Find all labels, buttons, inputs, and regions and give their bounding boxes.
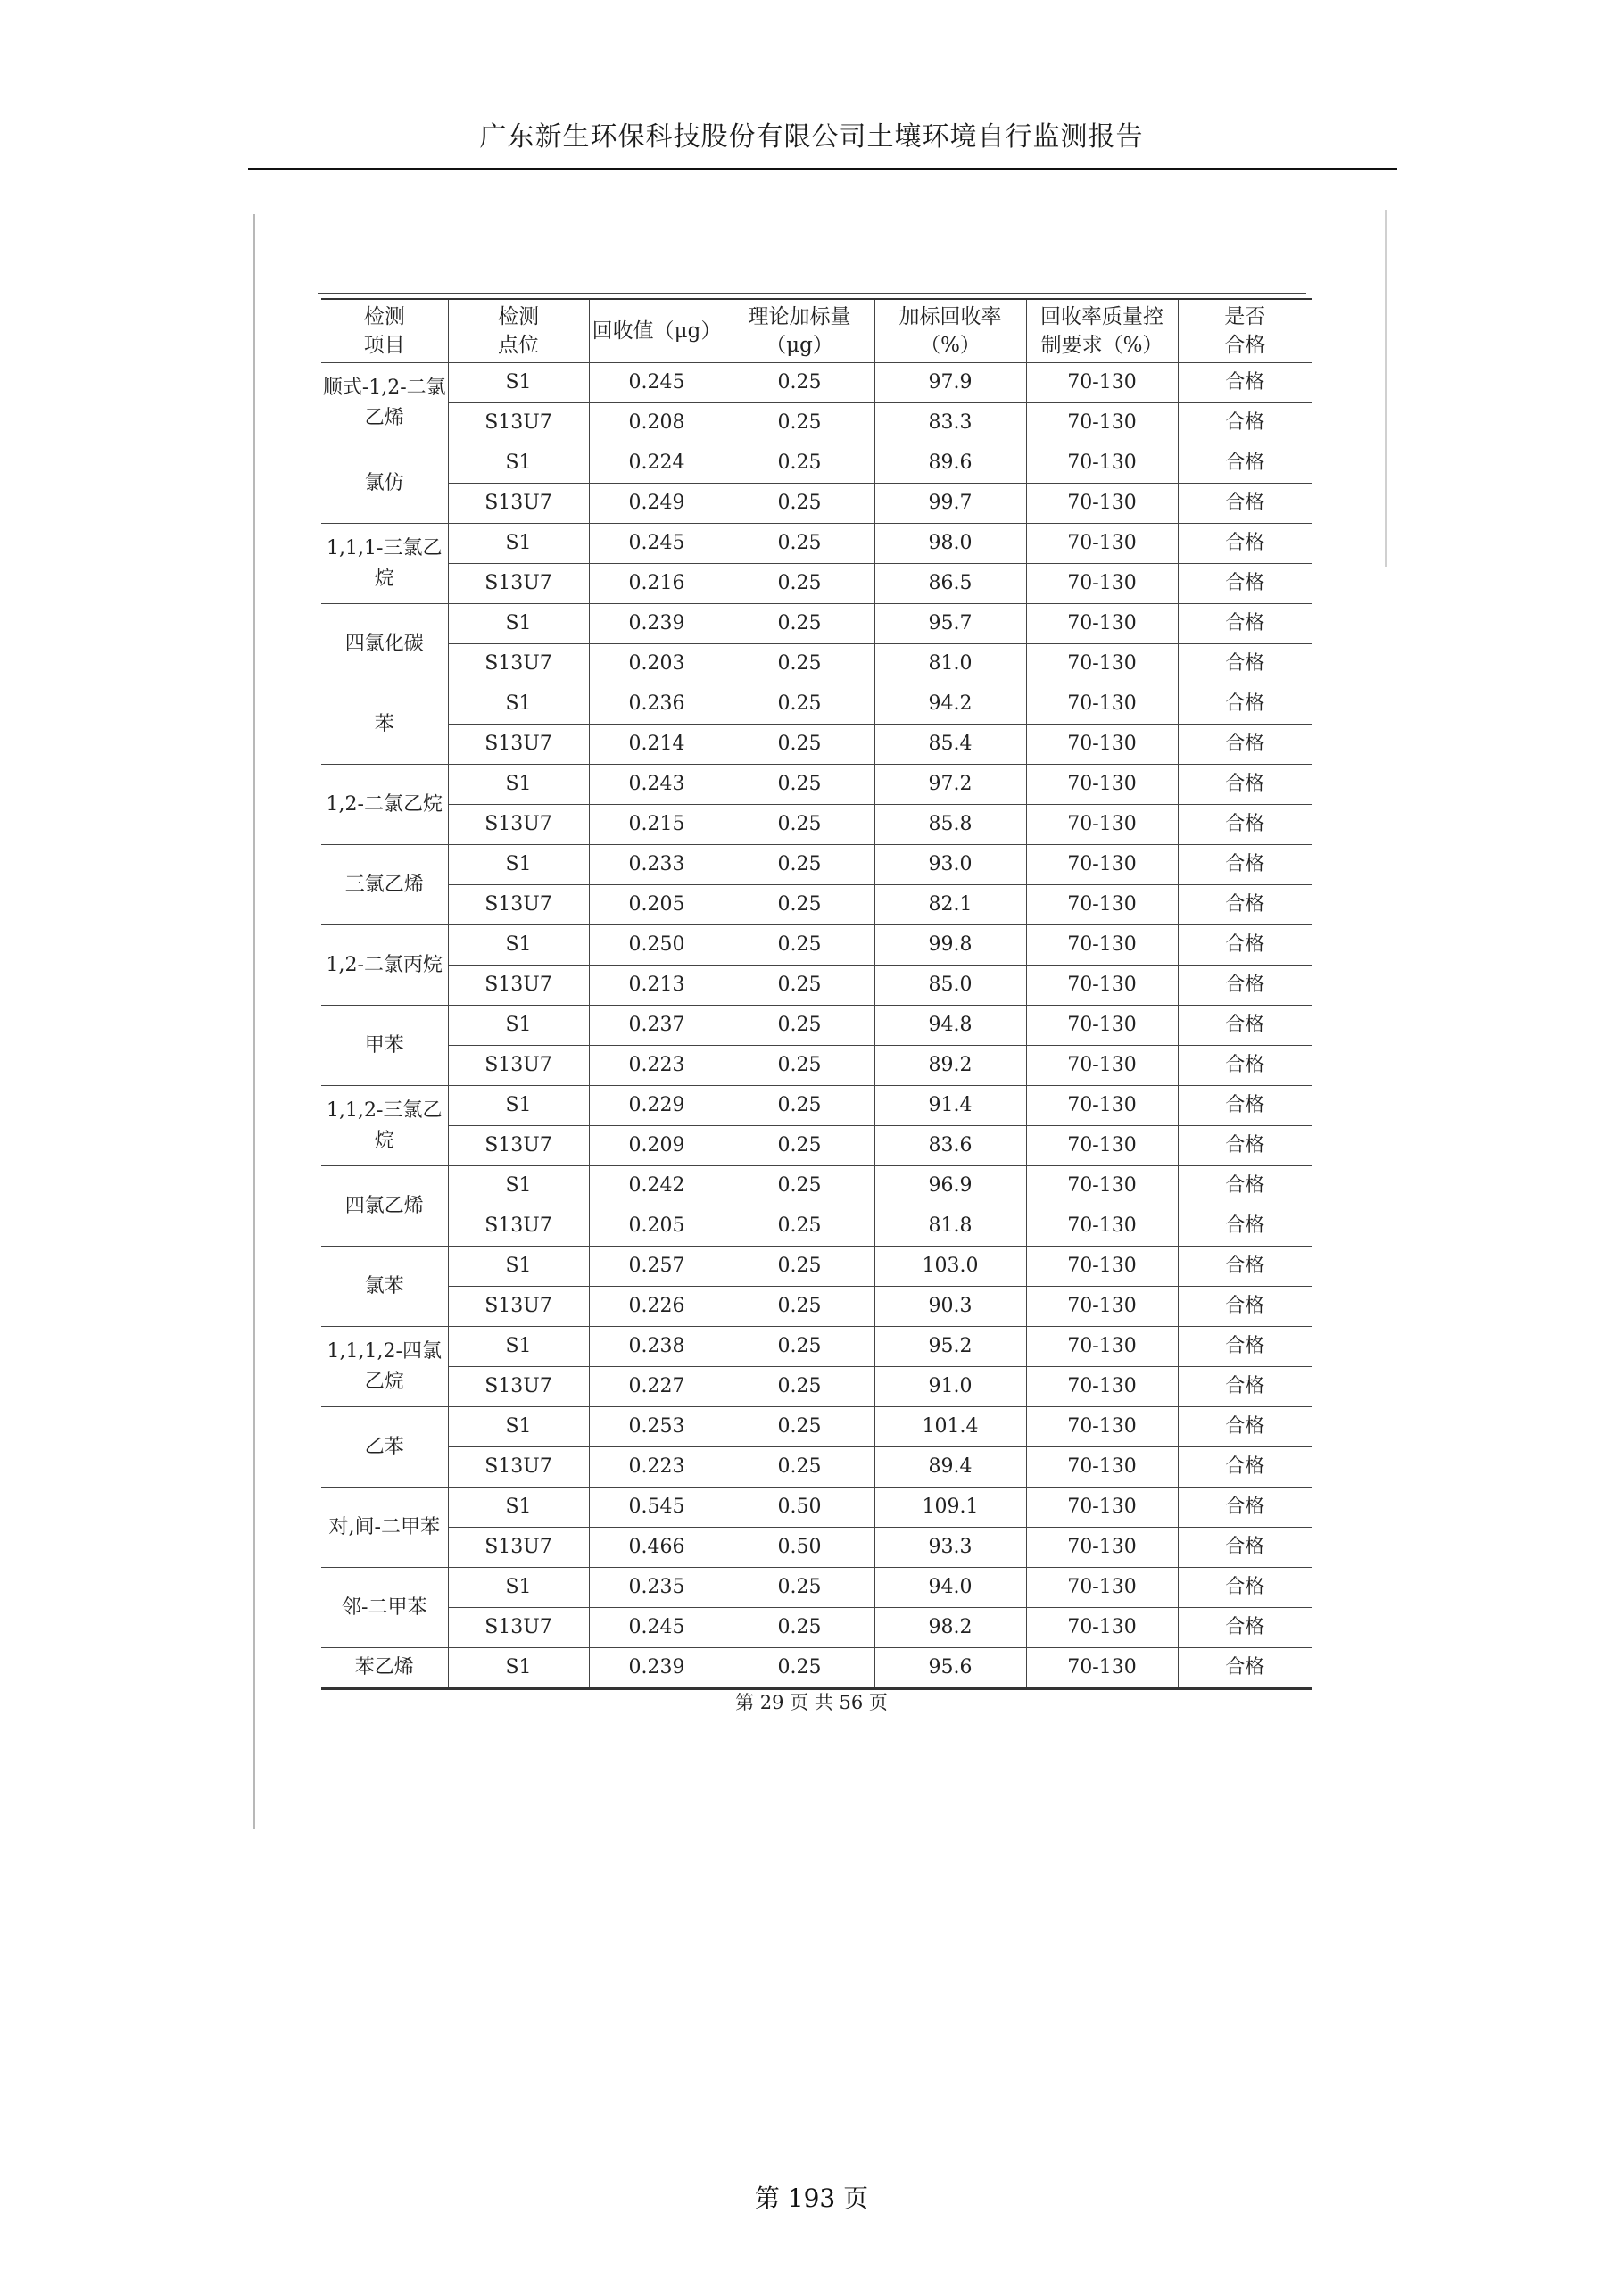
requirement-cell: 70-130 (1026, 1046, 1178, 1086)
pass-cell: 合格 (1178, 805, 1312, 845)
recovered-cell: 0.224 (589, 443, 725, 484)
pass-cell: 合格 (1178, 1327, 1312, 1367)
rate-cell: 85.0 (874, 966, 1026, 1006)
rate-cell: 97.9 (874, 363, 1026, 403)
spike-cell: 0.25 (725, 1608, 874, 1648)
requirement-cell: 70-130 (1026, 1247, 1178, 1287)
header-cell-rate: 加标回收率 （%） (874, 299, 1026, 363)
table-row (321, 604, 1312, 644)
rate-cell: 93.0 (874, 845, 1026, 885)
rate-cell: 83.3 (874, 403, 1026, 443)
recovered-cell: 0.237 (589, 1006, 725, 1046)
requirement-cell: 70-130 (1026, 604, 1178, 644)
item-cell: 乙苯 (321, 1407, 448, 1488)
recovered-cell: 0.243 (589, 765, 725, 805)
table-top-rule (318, 293, 1306, 294)
requirement-cell: 70-130 (1026, 1648, 1178, 1689)
table-row (321, 1046, 1312, 1086)
item-cell: 1,2-二氯乙烷 (321, 765, 448, 845)
recovered-cell: 0.215 (589, 805, 725, 845)
table-row (321, 1608, 1312, 1648)
header-cell-requirement: 回收率质量控 制要求（%） (1026, 299, 1178, 363)
requirement-cell: 70-130 (1026, 966, 1178, 1006)
requirement-cell: 70-130 (1026, 765, 1178, 805)
table-row (321, 564, 1312, 604)
spike-cell: 0.25 (725, 885, 874, 925)
spike-cell: 0.25 (725, 725, 874, 765)
recovered-cell: 0.242 (589, 1166, 725, 1206)
table-row (321, 1528, 1312, 1568)
header-cell-item: 检测 项目 (321, 299, 448, 363)
recovered-cell: 0.214 (589, 725, 725, 765)
point-cell: S13U7 (448, 1206, 589, 1247)
point-cell: S13U7 (448, 1046, 589, 1086)
point-cell: S1 (448, 684, 589, 725)
point-cell: S13U7 (448, 1126, 589, 1166)
requirement-cell: 70-130 (1026, 1086, 1178, 1126)
pass-cell: 合格 (1178, 564, 1312, 604)
spike-cell: 0.25 (725, 1006, 874, 1046)
pass-cell: 合格 (1178, 1608, 1312, 1648)
pass-cell: 合格 (1178, 1367, 1312, 1407)
recovered-cell: 0.227 (589, 1367, 725, 1407)
recovered-cell: 0.235 (589, 1568, 725, 1608)
table-row (321, 1006, 1312, 1046)
spike-cell: 0.25 (725, 644, 874, 684)
report-header-title: 广东新生环保科技股份有限公司土壤环境自行监测报告 (479, 121, 1144, 153)
spike-cell: 0.25 (725, 1206, 874, 1247)
point-cell: S1 (448, 604, 589, 644)
pass-cell: 合格 (1178, 966, 1312, 1006)
table-row (321, 644, 1312, 684)
point-cell: S1 (448, 925, 589, 966)
page-footer: 第 193 页 (754, 2184, 869, 2213)
requirement-cell: 70-130 (1026, 1488, 1178, 1528)
item-cell: 邻-二甲苯 (321, 1568, 448, 1648)
requirement-cell: 70-130 (1026, 443, 1178, 484)
rate-cell: 95.7 (874, 604, 1026, 644)
requirement-cell: 70-130 (1026, 925, 1178, 966)
recovered-cell: 0.205 (589, 885, 725, 925)
spike-cell: 0.25 (725, 1407, 874, 1447)
recovered-cell: 0.239 (589, 1648, 725, 1689)
requirement-cell: 70-130 (1026, 725, 1178, 765)
recovered-cell: 0.223 (589, 1447, 725, 1488)
recovered-cell: 0.245 (589, 1608, 725, 1648)
rate-cell: 89.6 (874, 443, 1026, 484)
requirement-cell: 70-130 (1026, 845, 1178, 885)
point-cell: S13U7 (448, 484, 589, 524)
spike-cell: 0.25 (725, 765, 874, 805)
pass-cell: 合格 (1178, 484, 1312, 524)
table-row (321, 1126, 1312, 1166)
pass-cell: 合格 (1178, 1206, 1312, 1247)
item-cell: 甲苯 (321, 1006, 448, 1086)
pass-cell: 合格 (1178, 725, 1312, 765)
item-cell: 1,1,2-三氯乙烷 (321, 1086, 448, 1166)
point-cell: S1 (448, 1247, 589, 1287)
rate-cell: 98.2 (874, 1608, 1026, 1648)
rate-cell: 93.3 (874, 1528, 1026, 1568)
pass-cell: 合格 (1178, 845, 1312, 885)
table-row (321, 845, 1312, 885)
item-cell: 1,2-二氯丙烷 (321, 925, 448, 1006)
point-cell: S1 (448, 765, 589, 805)
point-cell: S1 (448, 1327, 589, 1367)
table-row (321, 403, 1312, 443)
spike-cell: 0.25 (725, 1046, 874, 1086)
requirement-cell: 70-130 (1026, 1006, 1178, 1046)
table-row (321, 484, 1312, 524)
rate-cell: 86.5 (874, 564, 1026, 604)
rate-cell: 83.6 (874, 1126, 1026, 1166)
item-cell: 1,1,1,2-四氯乙烷 (321, 1327, 448, 1407)
requirement-cell: 70-130 (1026, 885, 1178, 925)
rate-cell: 91.0 (874, 1367, 1026, 1407)
spike-cell: 0.25 (725, 1086, 874, 1126)
item-cell: 氯仿 (321, 443, 448, 524)
spike-cell: 0.25 (725, 1648, 874, 1689)
point-cell: S1 (448, 1086, 589, 1126)
rate-cell: 95.6 (874, 1648, 1026, 1689)
requirement-cell: 70-130 (1026, 644, 1178, 684)
table-row (321, 885, 1312, 925)
recovered-cell: 0.205 (589, 1206, 725, 1247)
spike-cell: 0.25 (725, 443, 874, 484)
table-body (321, 363, 1312, 1689)
pass-cell: 合格 (1178, 1648, 1312, 1689)
spike-cell: 0.25 (725, 363, 874, 403)
rate-cell: 98.0 (874, 524, 1026, 564)
header-cell-spike: 理论加标量 （μg） (725, 299, 874, 363)
point-cell: S1 (448, 1648, 589, 1689)
point-cell: S13U7 (448, 966, 589, 1006)
spike-cell: 0.25 (725, 684, 874, 725)
pass-cell: 合格 (1178, 1287, 1312, 1327)
table-row (321, 1407, 1312, 1447)
table-row (321, 1206, 1312, 1247)
rate-cell: 85.8 (874, 805, 1026, 845)
recovered-cell: 0.203 (589, 644, 725, 684)
table-row (321, 1327, 1312, 1367)
table-row (321, 684, 1312, 725)
pass-cell: 合格 (1178, 363, 1312, 403)
requirement-cell: 70-130 (1026, 1126, 1178, 1166)
requirement-cell: 70-130 (1026, 1447, 1178, 1488)
point-cell: S1 (448, 1407, 589, 1447)
scan-edge-right (1385, 210, 1387, 567)
pass-cell: 合格 (1178, 684, 1312, 725)
table-row (321, 1367, 1312, 1407)
rate-cell: 81.0 (874, 644, 1026, 684)
requirement-cell: 70-130 (1026, 1287, 1178, 1327)
requirement-cell: 70-130 (1026, 805, 1178, 845)
point-cell: S13U7 (448, 725, 589, 765)
recovered-cell: 0.226 (589, 1287, 725, 1327)
table-row (321, 1568, 1312, 1608)
scan-edge-left (253, 214, 255, 1829)
spike-cell: 0.25 (725, 403, 874, 443)
requirement-cell: 70-130 (1026, 1407, 1178, 1447)
item-cell: 苯乙烯 (321, 1648, 448, 1689)
rate-cell: 91.4 (874, 1086, 1026, 1126)
point-cell: S1 (448, 524, 589, 564)
point-cell: S13U7 (448, 1608, 589, 1648)
table-row (321, 443, 1312, 484)
pass-cell: 合格 (1178, 925, 1312, 966)
item-cell: 对,间-二甲苯 (321, 1488, 448, 1568)
table-row (321, 524, 1312, 564)
table-row (321, 925, 1312, 966)
pass-cell: 合格 (1178, 1568, 1312, 1608)
item-cell: 三氯乙烯 (321, 845, 448, 925)
header-cell-pass: 是否 合格 (1178, 299, 1312, 363)
recovered-cell: 0.545 (589, 1488, 725, 1528)
inner-page-number: 第 29 页 共 56 页 (735, 1692, 888, 1713)
header-row (321, 299, 1312, 363)
point-cell: S13U7 (448, 1528, 589, 1568)
spike-cell: 0.25 (725, 1327, 874, 1367)
point-cell: S13U7 (448, 564, 589, 604)
rate-cell: 89.2 (874, 1046, 1026, 1086)
point-cell: S1 (448, 845, 589, 885)
recovered-cell: 0.229 (589, 1086, 725, 1126)
header-cell-point: 检测 点位 (448, 299, 589, 363)
pass-cell: 合格 (1178, 403, 1312, 443)
spike-cell: 0.50 (725, 1488, 874, 1528)
requirement-cell: 70-130 (1026, 1608, 1178, 1648)
recovered-cell: 0.249 (589, 484, 725, 524)
rate-cell: 94.8 (874, 1006, 1026, 1046)
rate-cell: 97.2 (874, 765, 1026, 805)
table-row (321, 1166, 1312, 1206)
recovered-cell: 0.236 (589, 684, 725, 725)
spike-cell: 0.25 (725, 845, 874, 885)
point-cell: S13U7 (448, 805, 589, 845)
point-cell: S1 (448, 363, 589, 403)
point-cell: S13U7 (448, 1447, 589, 1488)
recovered-cell: 0.209 (589, 1126, 725, 1166)
rate-cell: 109.1 (874, 1488, 1026, 1528)
requirement-cell: 70-130 (1026, 684, 1178, 725)
point-cell: S1 (448, 1488, 589, 1528)
pass-cell: 合格 (1178, 443, 1312, 484)
table-row (321, 966, 1312, 1006)
table-row (321, 725, 1312, 765)
rate-cell: 90.3 (874, 1287, 1026, 1327)
spike-cell: 0.25 (725, 1447, 874, 1488)
item-cell: 四氯乙烯 (321, 1166, 448, 1247)
pass-cell: 合格 (1178, 524, 1312, 564)
table-row (321, 363, 1312, 403)
pass-cell: 合格 (1178, 604, 1312, 644)
rate-cell: 85.4 (874, 725, 1026, 765)
pass-cell: 合格 (1178, 1086, 1312, 1126)
table-row (321, 805, 1312, 845)
header-cell-recovered: 回收值（μg） (589, 299, 725, 363)
point-cell: S13U7 (448, 644, 589, 684)
requirement-cell: 70-130 (1026, 524, 1178, 564)
recovered-cell: 0.239 (589, 604, 725, 644)
spike-cell: 0.25 (725, 1287, 874, 1327)
pass-cell: 合格 (1178, 765, 1312, 805)
rate-cell: 103.0 (874, 1247, 1026, 1287)
header-divider (248, 168, 1397, 170)
spike-cell: 0.25 (725, 564, 874, 604)
table-row (321, 1488, 1312, 1528)
spike-cell: 0.25 (725, 805, 874, 845)
requirement-cell: 70-130 (1026, 363, 1178, 403)
recovered-cell: 0.238 (589, 1327, 725, 1367)
recovered-cell: 0.223 (589, 1046, 725, 1086)
spike-cell: 0.25 (725, 1126, 874, 1166)
item-cell: 苯 (321, 684, 448, 765)
rate-cell: 101.4 (874, 1407, 1026, 1447)
requirement-cell: 70-130 (1026, 484, 1178, 524)
recovered-cell: 0.250 (589, 925, 725, 966)
spike-cell: 0.25 (725, 1247, 874, 1287)
spike-cell: 0.25 (725, 524, 874, 564)
pass-cell: 合格 (1178, 885, 1312, 925)
spike-cell: 0.25 (725, 925, 874, 966)
recovered-cell: 0.245 (589, 363, 725, 403)
point-cell: S1 (448, 1006, 589, 1046)
requirement-cell: 70-130 (1026, 1166, 1178, 1206)
point-cell: S1 (448, 1568, 589, 1608)
spike-cell: 0.25 (725, 484, 874, 524)
spike-recovery-table (321, 298, 1312, 1690)
table-row (321, 765, 1312, 805)
rate-cell: 81.8 (874, 1206, 1026, 1247)
rate-cell: 99.7 (874, 484, 1026, 524)
rate-cell: 96.9 (874, 1166, 1026, 1206)
point-cell: S1 (448, 443, 589, 484)
item-cell: 顺式-1,2-二氯乙烯 (321, 363, 448, 443)
table-row (321, 1447, 1312, 1488)
requirement-cell: 70-130 (1026, 1206, 1178, 1247)
pass-cell: 合格 (1178, 1006, 1312, 1046)
spike-cell: 0.25 (725, 1568, 874, 1608)
spike-cell: 0.25 (725, 1166, 874, 1206)
recovered-cell: 0.466 (589, 1528, 725, 1568)
pass-cell: 合格 (1178, 1488, 1312, 1528)
recovered-cell: 0.208 (589, 403, 725, 443)
spike-cell: 0.25 (725, 1367, 874, 1407)
table-header (321, 299, 1312, 363)
table-row (321, 1086, 1312, 1126)
recovered-cell: 0.257 (589, 1247, 725, 1287)
rate-cell: 99.8 (874, 925, 1026, 966)
item-cell: 氯苯 (321, 1247, 448, 1327)
recovered-cell: 0.245 (589, 524, 725, 564)
rate-cell: 89.4 (874, 1447, 1026, 1488)
pass-cell: 合格 (1178, 1407, 1312, 1447)
table-row (321, 1247, 1312, 1287)
spike-cell: 0.50 (725, 1528, 874, 1568)
pass-cell: 合格 (1178, 1528, 1312, 1568)
rate-cell: 82.1 (874, 885, 1026, 925)
rate-cell: 94.0 (874, 1568, 1026, 1608)
requirement-cell: 70-130 (1026, 1528, 1178, 1568)
recovered-cell: 0.216 (589, 564, 725, 604)
requirement-cell: 70-130 (1026, 1367, 1178, 1407)
point-cell: S13U7 (448, 1287, 589, 1327)
pass-cell: 合格 (1178, 1166, 1312, 1206)
requirement-cell: 70-130 (1026, 1568, 1178, 1608)
point-cell: S1 (448, 1166, 589, 1206)
requirement-cell: 70-130 (1026, 564, 1178, 604)
table-row (321, 1648, 1312, 1689)
item-cell: 四氯化碳 (321, 604, 448, 684)
spike-cell: 0.25 (725, 966, 874, 1006)
table-row (321, 1287, 1312, 1327)
recovered-cell: 0.233 (589, 845, 725, 885)
rate-cell: 94.2 (874, 684, 1026, 725)
pass-cell: 合格 (1178, 1447, 1312, 1488)
pass-cell: 合格 (1178, 644, 1312, 684)
recovered-cell: 0.213 (589, 966, 725, 1006)
point-cell: S13U7 (448, 885, 589, 925)
point-cell: S13U7 (448, 1367, 589, 1407)
rate-cell: 95.2 (874, 1327, 1026, 1367)
requirement-cell: 70-130 (1026, 403, 1178, 443)
spike-cell: 0.25 (725, 604, 874, 644)
requirement-cell: 70-130 (1026, 1327, 1178, 1367)
point-cell: S13U7 (448, 403, 589, 443)
item-cell: 1,1,1-三氯乙烷 (321, 524, 448, 604)
recovered-cell: 0.253 (589, 1407, 725, 1447)
pass-cell: 合格 (1178, 1126, 1312, 1166)
pass-cell: 合格 (1178, 1247, 1312, 1287)
pass-cell: 合格 (1178, 1046, 1312, 1086)
